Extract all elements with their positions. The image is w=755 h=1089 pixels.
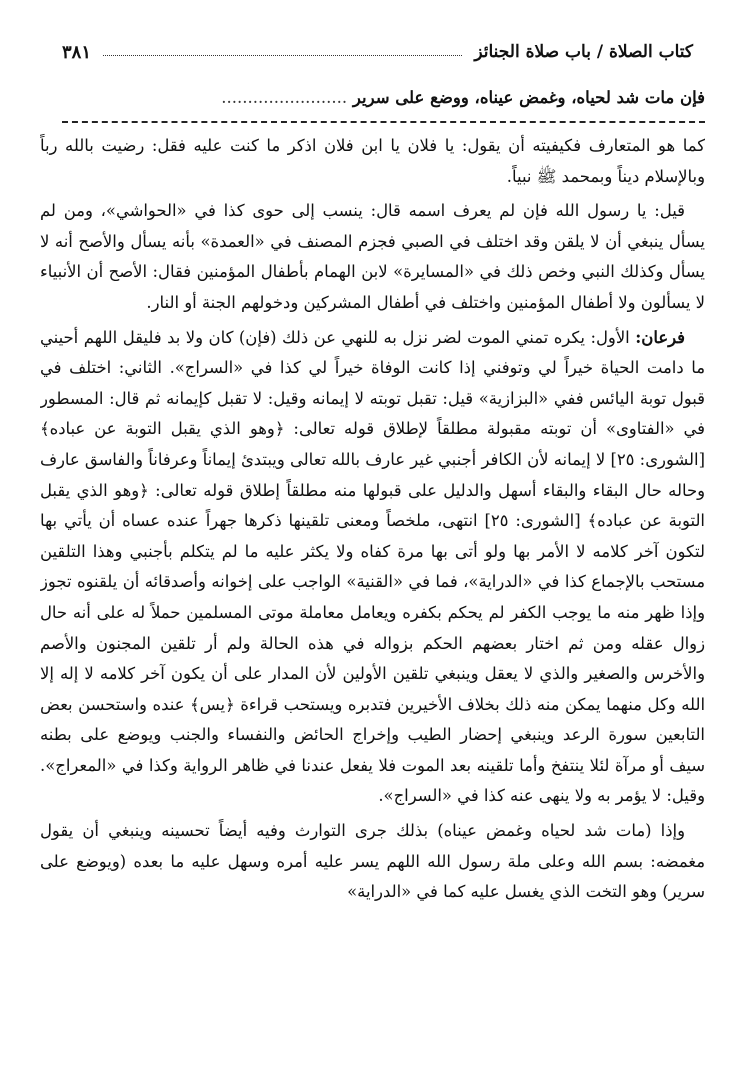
paragraph-4 [40,816,705,908]
matn-dots: ........................ [221,88,348,107]
paragraph-4-text: وإذا (مات شد لحياه وغمض عيناه) بذلك جرى التوارث وفيه أيضاً تحسينه وينبغي أن يقول مغمضه: بسم الله وعلى ملة رسول الله اللهم يسر عليه أمره وسهل عليه ما بعده (ويوضع على سرير) وهو التخت الذي يغسل عليه كما في «الدراية» [40,821,705,902]
paragraph-2 [40,196,705,318]
page-header [62,38,693,66]
paragraph-2-text: قيل: يا رسول الله فإن لم يعرف اسمه قال: ينسب إلى حوى كذا في «الحواشي»، ومن لم يسأل ينبغي أن لا يلقن وقد اختلف في الصبي فجزم المصنف في «العمدة» بأنه يسأل والأصح أنه لا يسأل وكذلك النبي وخص ذلك في «المسايرة» لابن الهمام بأطفال المؤمنين فقال: الأصح أن الأنبياء لا يسألون ولا أطفال المؤمنين واختلف في أطفال المشركين ودخولهم الجنة أو النار. [40,201,705,312]
paragraph-1-text: كما هو المتعارف فكيفيته أن يقول: يا فلان يا ابن فلان اذكر ما كنت عليه فقل: رضيت بالله رباً وبالإسلام ديناً وبمحمد ﷺ نبياً. [40,136,705,186]
paragraph-3-text: الأول: يكره تمني الموت لضر نزل به للنهي عن ذلك (فإن) كان ولا بد فليقل اللهم أحيني ما دامت الحياة خيراً لي وتوفني إذا كانت الوفاة خيراً لي كذا في «السراج». الثاني: اختلف في قبول توبة اليائس ففي «البزازية» قيل: تقبل توبته لا إيمانه وقيل: لا تقبل كإيمانه ثم قال: المسطور في «الفتاوى» أن توبته مقبولة مطلقاً لإطلاق قوله تعالى: ﴿وهو الذي يقبل التوبة عن عباده﴾ [الشورى: ٢٥] لا إيمانه لأن الكافر أجنبي غير عارف بالله تعالى ويبتدئ إيماناً وعرفاناً والفاسق عارف وحاله حال البقاء والبقاء أسهل والدليل على قبولها منه مطلقاً إطلاق قوله تعالى: ﴿وهو الذي يقبل التوبة عن عباده﴾ [الشورى: ٢٥] انتهى، ملخصاً ومعنى تلقينها ذكرها جهراً عنده عساه أن يأتي بها لتكون آخر كلامه لا الأمر بها ولو أتى بها مرة كفاه ولا يكثر عليه ما لم يتكلم بأجنبي وهذا التلقين مستحب بالإجماع كذا في «الدراية»، فما في «القنية» الواجب على إخوانه وأصدقائه أن يلقنوه تجوز وإذا ظهر منه ما يوجب الكفر لم يحكم بكفره ويعامل معاملة موتى المسلمين حملاً له على أنه حال زوال عقله ومن ثم اختار بعضهم الحكم بزواله في هذه الحالة ولم أر تلقين المجنون والأصم والأخرس والصغير والذي لا يعقل وينبغي تلقين الأولين لأن المدار على أن يكون آخر كلامه لا إله إلا الله وكل منهما يمكن منه ذلك بخلاف الأخيرين فتدبره ويستحب قراءة ﴿يس﴾ عنده واستحسن بعض التابعين سورة الرعد وينبغي إحضار الطيب وإخراج الحائض والنفساء والجنب ويوضع على بطنه سيف أو مرآة لئلا ينتفخ وأما تلقينه بعد الموت فلا يفعل عندنا في ظاهر الرواية وكذا في «المعراج». وقيل: لا يؤمر به ولا ينهى عنه كذا في «السراج». [40,327,705,806]
separator-rule [62,121,705,123]
header-leader-dots [103,55,462,56]
commentary-body [40,131,705,1081]
running-title: كتاب الصلاة / باب صلاة الجنائز [474,42,693,62]
paragraph-3 [40,323,705,813]
matn-text: فإن مات شد لحياه، وغمض عيناه، ووضع على سرير [352,88,705,107]
matn-line [62,88,705,107]
paragraph-1 [40,131,705,192]
page-number: ٣٨١ [62,41,92,63]
paragraph-3-lead: فرعان: [635,327,685,347]
